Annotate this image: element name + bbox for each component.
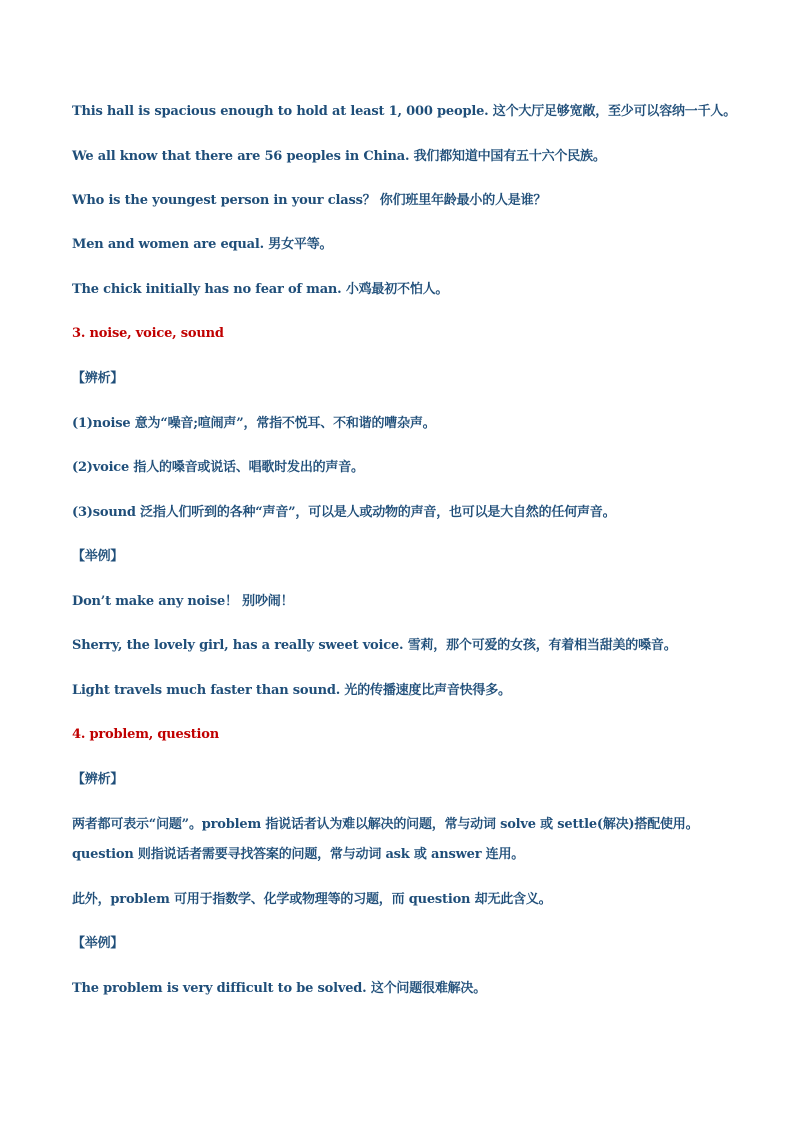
analysis-label: 【辨析】 — [72, 772, 124, 787]
example-sentence-sound: Light travels much faster than sound. 光的传播速度比声音快得多。 — [72, 683, 511, 698]
section-heading-problem-question: 4. problem, question — [72, 727, 220, 742]
analysis-problem: 两者都可表示“问题”。problem 指说话者认为难以解决的问题，常与动词 solve 或 settle(解决)搭配使用。 — [72, 817, 699, 832]
examples-label: 【举例】 — [72, 936, 124, 951]
example-sentence-noise: Don’t make any noise！ 别吵闹！ — [72, 594, 294, 609]
analysis-question: question 则指说话者需要寻找答案的问题，常与动词 ask 或 answer 连用。 — [72, 847, 525, 862]
example-sentence-peoples: We all know that there are 56 peoples in China. 我们都知道中国有五十六个民族。 — [72, 149, 606, 164]
example-sentence-hall: This hall is spacious enough to hold at least 1, 000 people. 这个大厅足够宽敞，至少可以容纳一千人。 — [72, 104, 736, 119]
example-sentence-chick: The chick initially has no fear of man. 小鸡最初不怕人。 — [72, 282, 449, 297]
analysis-problem-extra: 此外，problem 可用于指数学、化学或物理等的习题，而 question 却无此含义。 — [72, 892, 552, 907]
section-heading-noise-voice-sound: 3. noise, voice, sound — [72, 326, 224, 341]
examples-label: 【举例】 — [72, 549, 124, 564]
example-sentence-problem: The problem is very difficult to be solved. 这个问题很难解决。 — [72, 981, 487, 996]
analysis-label: 【辨析】 — [72, 371, 124, 386]
example-sentence-youngest: Who is the youngest person in your class？ 你们班里年龄最小的人是谁？ — [72, 193, 547, 208]
example-sentence-equal: Men and women are equal. 男女平等。 — [72, 237, 333, 252]
analysis-noise: (1)noise 意为“噪音;喧闹声”，常指不悦耳、不和谐的嘈杂声。 — [72, 416, 436, 431]
analysis-voice: (2)voice 指人的嗓音或说话、唱歌时发出的声音。 — [72, 460, 364, 475]
example-sentence-voice: Sherry, the lovely girl, has a really sweet voice. 雪莉，那个可爱的女孩，有着相当甜美的嗓音。 — [72, 638, 677, 653]
analysis-sound: (3)sound 泛指人们听到的各种“声音”，可以是人或动物的声音，也可以是大自然的任何声音。 — [72, 505, 616, 520]
